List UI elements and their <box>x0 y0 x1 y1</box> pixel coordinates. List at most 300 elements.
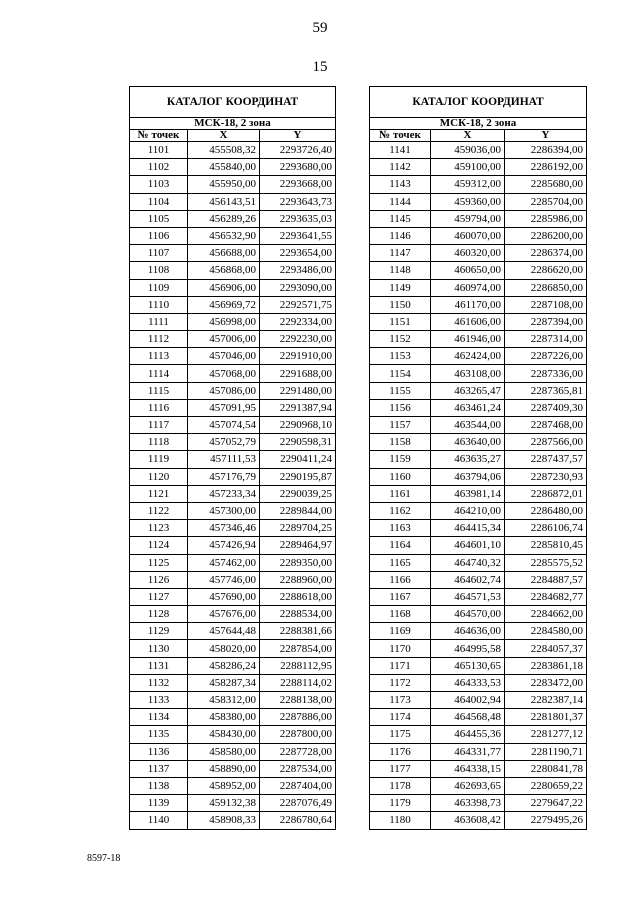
y-coordinate-cell: 2293641,55 <box>260 227 336 244</box>
x-coordinate-cell: 460070,00 <box>431 227 505 244</box>
document-code: 8597-18 <box>87 853 121 864</box>
x-coordinate-cell: 464571,53 <box>431 588 505 605</box>
x-coordinate-cell: 461606,00 <box>431 313 505 330</box>
y-coordinate-cell: 2286850,00 <box>505 279 587 296</box>
y-coordinate-cell: 2287404,00 <box>260 777 336 794</box>
table-row <box>130 176 336 193</box>
y-coordinate-cell: 2291688,00 <box>260 365 336 382</box>
y-coordinate-cell: 2288960,00 <box>260 571 336 588</box>
point-number-cell: 1170 <box>370 640 431 657</box>
point-number-cell: 1106 <box>130 227 188 244</box>
x-coordinate-cell: 458908,33 <box>188 812 260 829</box>
point-number-cell: 1109 <box>130 279 188 296</box>
point-number-cell: 1138 <box>130 777 188 794</box>
point-number-cell: 1110 <box>130 296 188 313</box>
y-coordinate-cell: 2281277,12 <box>505 726 587 743</box>
x-coordinate-cell: 457644,48 <box>188 623 260 640</box>
point-number-cell: 1132 <box>130 674 188 691</box>
point-number-cell: 1142 <box>370 159 431 176</box>
y-coordinate-cell: 2290598,31 <box>260 434 336 451</box>
y-coordinate-cell: 2287394,00 <box>505 313 587 330</box>
table-row <box>130 588 336 605</box>
y-coordinate-cell: 2287336,00 <box>505 365 587 382</box>
point-number-cell: 1162 <box>370 502 431 519</box>
column-header-x: X <box>431 130 505 142</box>
y-coordinate-cell: 2289464,97 <box>260 537 336 554</box>
x-coordinate-cell: 458312,00 <box>188 692 260 709</box>
point-number-cell: 1145 <box>370 210 431 227</box>
point-number-cell: 1172 <box>370 674 431 691</box>
y-coordinate-cell: 2288112,95 <box>260 657 336 674</box>
point-number-cell: 1117 <box>130 417 188 434</box>
table-row <box>130 795 336 812</box>
x-coordinate-cell: 456906,00 <box>188 279 260 296</box>
point-number-cell: 1111 <box>130 313 188 330</box>
y-coordinate-cell: 2285986,00 <box>505 210 587 227</box>
point-number-cell: 1174 <box>370 709 431 726</box>
y-coordinate-cell: 2287468,00 <box>505 417 587 434</box>
table-row <box>130 193 336 210</box>
point-number-cell: 1147 <box>370 245 431 262</box>
table-row <box>370 760 587 777</box>
y-coordinate-cell: 2290195,87 <box>260 468 336 485</box>
point-number-cell: 1104 <box>130 193 188 210</box>
point-number-cell: 1161 <box>370 485 431 502</box>
column-header-y: Y <box>505 130 587 142</box>
point-number-cell: 1144 <box>370 193 431 210</box>
x-coordinate-cell: 464570,00 <box>431 606 505 623</box>
y-coordinate-cell: 2287409,30 <box>505 399 587 416</box>
x-coordinate-cell: 457746,00 <box>188 571 260 588</box>
point-number-cell: 1166 <box>370 571 431 588</box>
table-row <box>370 709 587 726</box>
x-coordinate-cell: 464002,94 <box>431 692 505 709</box>
table-row <box>370 640 587 657</box>
point-number-cell: 1179 <box>370 795 431 812</box>
point-number-cell: 1153 <box>370 348 431 365</box>
x-coordinate-cell: 462424,00 <box>431 348 505 365</box>
table-row <box>370 296 587 313</box>
x-coordinate-cell: 463981,14 <box>431 485 505 502</box>
y-coordinate-cell: 2286374,00 <box>505 245 587 262</box>
sheet-number: 15 <box>312 59 328 75</box>
point-number-cell: 1130 <box>130 640 188 657</box>
x-coordinate-cell: 459360,00 <box>431 193 505 210</box>
table-row <box>370 743 587 760</box>
x-coordinate-cell: 457176,79 <box>188 468 260 485</box>
y-coordinate-cell: 2287728,00 <box>260 743 336 760</box>
point-number-cell: 1151 <box>370 313 431 330</box>
point-number-cell: 1149 <box>370 279 431 296</box>
table-row <box>130 674 336 691</box>
y-coordinate-cell: 2293680,00 <box>260 159 336 176</box>
y-coordinate-cell: 2281801,37 <box>505 709 587 726</box>
point-number-cell: 1139 <box>130 795 188 812</box>
catalog-title: КАТАЛОГ КООРДИНАТ <box>370 87 587 118</box>
y-coordinate-cell: 2284057,37 <box>505 640 587 657</box>
x-coordinate-cell: 464995,58 <box>431 640 505 657</box>
table-row <box>130 434 336 451</box>
y-coordinate-cell: 2286200,00 <box>505 227 587 244</box>
table-row <box>370 795 587 812</box>
y-coordinate-cell: 2287108,00 <box>505 296 587 313</box>
y-coordinate-cell: 2291910,00 <box>260 348 336 365</box>
table-row <box>130 399 336 416</box>
x-coordinate-cell: 463608,42 <box>431 812 505 829</box>
x-coordinate-cell: 463398,73 <box>431 795 505 812</box>
x-coordinate-cell: 457074,54 <box>188 417 260 434</box>
y-coordinate-cell: 2287230,93 <box>505 468 587 485</box>
table-row <box>370 451 587 468</box>
table-row <box>130 331 336 348</box>
point-number-cell: 1112 <box>130 331 188 348</box>
point-number-cell: 1158 <box>370 434 431 451</box>
point-number-cell: 1175 <box>370 726 431 743</box>
x-coordinate-cell: 456998,00 <box>188 313 260 330</box>
x-coordinate-cell: 458380,00 <box>188 709 260 726</box>
y-coordinate-cell: 2288138,00 <box>260 692 336 709</box>
point-number-cell: 1167 <box>370 588 431 605</box>
x-coordinate-cell: 464455,36 <box>431 726 505 743</box>
catalog-title: КАТАЛОГ КООРДИНАТ <box>130 87 336 118</box>
point-number-cell: 1105 <box>130 210 188 227</box>
y-coordinate-cell: 2292230,00 <box>260 331 336 348</box>
coordinate-catalog-left <box>129 86 335 830</box>
y-coordinate-cell: 2279647,22 <box>505 795 587 812</box>
point-number-cell: 1160 <box>370 468 431 485</box>
x-coordinate-cell: 464210,00 <box>431 502 505 519</box>
point-number-cell: 1177 <box>370 760 431 777</box>
x-coordinate-cell: 457426,94 <box>188 537 260 554</box>
table-row <box>130 279 336 296</box>
y-coordinate-cell: 2287854,00 <box>260 640 336 657</box>
x-coordinate-cell: 464331,77 <box>431 743 505 760</box>
x-coordinate-cell: 458286,24 <box>188 657 260 674</box>
x-coordinate-cell: 457068,00 <box>188 365 260 382</box>
x-coordinate-cell: 457111,53 <box>188 451 260 468</box>
table-row <box>370 537 587 554</box>
table-row <box>370 571 587 588</box>
y-coordinate-cell: 2288114,02 <box>260 674 336 691</box>
point-number-cell: 1178 <box>370 777 431 794</box>
x-coordinate-cell: 455508,32 <box>188 142 260 159</box>
table-row <box>370 210 587 227</box>
x-coordinate-cell: 457690,00 <box>188 588 260 605</box>
table-row <box>370 468 587 485</box>
point-number-cell: 1113 <box>130 348 188 365</box>
table-row <box>370 520 587 537</box>
point-number-cell: 1143 <box>370 176 431 193</box>
point-number-cell: 1164 <box>370 537 431 554</box>
table-row <box>130 142 336 159</box>
table-row <box>130 554 336 571</box>
table-row <box>130 296 336 313</box>
table-row <box>370 142 587 159</box>
x-coordinate-cell: 457046,00 <box>188 348 260 365</box>
x-coordinate-cell: 456532,90 <box>188 227 260 244</box>
coordinate-catalog-right <box>369 86 586 830</box>
table-row <box>370 382 587 399</box>
table-row <box>370 193 587 210</box>
x-coordinate-cell: 464636,00 <box>431 623 505 640</box>
x-coordinate-cell: 464415,34 <box>431 520 505 537</box>
x-coordinate-cell: 464602,74 <box>431 571 505 588</box>
y-coordinate-cell: 2293486,00 <box>260 262 336 279</box>
point-number-cell: 1128 <box>130 606 188 623</box>
table-row <box>370 657 587 674</box>
point-number-cell: 1118 <box>130 434 188 451</box>
table-row <box>130 159 336 176</box>
point-number-cell: 1173 <box>370 692 431 709</box>
point-number-cell: 1180 <box>370 812 431 829</box>
y-coordinate-cell: 2288534,00 <box>260 606 336 623</box>
y-coordinate-cell: 2284580,00 <box>505 623 587 640</box>
point-number-cell: 1123 <box>130 520 188 537</box>
table-row <box>370 502 587 519</box>
y-coordinate-cell: 2283861,18 <box>505 657 587 674</box>
x-coordinate-cell: 455950,00 <box>188 176 260 193</box>
table-row <box>130 812 336 829</box>
y-coordinate-cell: 2286780,64 <box>260 812 336 829</box>
x-coordinate-cell: 463108,00 <box>431 365 505 382</box>
point-number-cell: 1122 <box>130 502 188 519</box>
point-number-cell: 1126 <box>130 571 188 588</box>
y-coordinate-cell: 2285680,00 <box>505 176 587 193</box>
point-number-cell: 1176 <box>370 743 431 760</box>
y-coordinate-cell: 2287566,00 <box>505 434 587 451</box>
point-number-cell: 1156 <box>370 399 431 416</box>
y-coordinate-cell: 2293090,00 <box>260 279 336 296</box>
point-number-cell: 1169 <box>370 623 431 640</box>
y-coordinate-cell: 2290411,24 <box>260 451 336 468</box>
table-row <box>130 623 336 640</box>
x-coordinate-cell: 458580,00 <box>188 743 260 760</box>
x-coordinate-cell: 465130,65 <box>431 657 505 674</box>
y-coordinate-cell: 2285810,45 <box>505 537 587 554</box>
table-row <box>130 417 336 434</box>
table-row <box>370 777 587 794</box>
x-coordinate-cell: 460650,00 <box>431 262 505 279</box>
point-number-cell: 1107 <box>130 245 188 262</box>
x-coordinate-cell: 463265,47 <box>431 382 505 399</box>
y-coordinate-cell: 2287226,00 <box>505 348 587 365</box>
table-row <box>130 537 336 554</box>
x-coordinate-cell: 457676,00 <box>188 606 260 623</box>
x-coordinate-cell: 461946,00 <box>431 331 505 348</box>
x-coordinate-cell: 457091,95 <box>188 399 260 416</box>
y-coordinate-cell: 2292334,00 <box>260 313 336 330</box>
table-body <box>130 142 336 830</box>
table-row <box>370 313 587 330</box>
table-row <box>130 640 336 657</box>
y-coordinate-cell: 2280841,78 <box>505 760 587 777</box>
y-coordinate-cell: 2289350,00 <box>260 554 336 571</box>
table-row <box>370 331 587 348</box>
point-number-cell: 1157 <box>370 417 431 434</box>
coordinate-table <box>129 86 336 830</box>
table-row <box>370 227 587 244</box>
table-row <box>370 279 587 296</box>
point-number-cell: 1133 <box>130 692 188 709</box>
y-coordinate-cell: 2286106,74 <box>505 520 587 537</box>
y-coordinate-cell: 2279495,26 <box>505 812 587 829</box>
point-number-cell: 1134 <box>130 709 188 726</box>
table-row <box>370 674 587 691</box>
y-coordinate-cell: 2282387,14 <box>505 692 587 709</box>
x-coordinate-cell: 464333,53 <box>431 674 505 691</box>
table-row <box>130 502 336 519</box>
table-row <box>130 262 336 279</box>
x-coordinate-cell: 458952,00 <box>188 777 260 794</box>
table-row <box>130 760 336 777</box>
point-number-cell: 1140 <box>130 812 188 829</box>
y-coordinate-cell: 2287076,49 <box>260 795 336 812</box>
x-coordinate-cell: 464601,10 <box>431 537 505 554</box>
table-row <box>130 468 336 485</box>
point-number-cell: 1141 <box>370 142 431 159</box>
table-row <box>370 485 587 502</box>
coordinate-system: МСК-18, 2 зона <box>130 118 336 130</box>
table-row <box>130 657 336 674</box>
coordinate-table <box>369 86 587 830</box>
table-row <box>130 451 336 468</box>
table-row <box>130 571 336 588</box>
table-row <box>370 623 587 640</box>
x-coordinate-cell: 456289,26 <box>188 210 260 227</box>
y-coordinate-cell: 2288381,66 <box>260 623 336 640</box>
point-number-cell: 1168 <box>370 606 431 623</box>
table-row <box>370 176 587 193</box>
table-row <box>130 709 336 726</box>
y-coordinate-cell: 2288618,00 <box>260 588 336 605</box>
x-coordinate-cell: 459794,00 <box>431 210 505 227</box>
x-coordinate-cell: 458287,34 <box>188 674 260 691</box>
x-coordinate-cell: 459132,38 <box>188 795 260 812</box>
y-coordinate-cell: 2286620,00 <box>505 262 587 279</box>
x-coordinate-cell: 456969,72 <box>188 296 260 313</box>
y-coordinate-cell: 2290039,25 <box>260 485 336 502</box>
point-number-cell: 1127 <box>130 588 188 605</box>
point-number-cell: 1146 <box>370 227 431 244</box>
x-coordinate-cell: 462693,65 <box>431 777 505 794</box>
x-coordinate-cell: 456868,00 <box>188 262 260 279</box>
x-coordinate-cell: 459100,00 <box>431 159 505 176</box>
x-coordinate-cell: 459312,00 <box>431 176 505 193</box>
table-row <box>130 520 336 537</box>
x-coordinate-cell: 463635,27 <box>431 451 505 468</box>
point-number-cell: 1115 <box>130 382 188 399</box>
point-number-cell: 1165 <box>370 554 431 571</box>
table-row <box>130 382 336 399</box>
y-coordinate-cell: 2289704,25 <box>260 520 336 537</box>
table-row <box>130 692 336 709</box>
point-number-cell: 1120 <box>130 468 188 485</box>
y-coordinate-cell: 2289844,00 <box>260 502 336 519</box>
y-coordinate-cell: 2291480,00 <box>260 382 336 399</box>
point-number-cell: 1150 <box>370 296 431 313</box>
x-coordinate-cell: 464740,32 <box>431 554 505 571</box>
x-coordinate-cell: 457086,00 <box>188 382 260 399</box>
table-row <box>370 262 587 279</box>
x-coordinate-cell: 463544,00 <box>431 417 505 434</box>
y-coordinate-cell: 2290968,10 <box>260 417 336 434</box>
table-row <box>370 692 587 709</box>
x-coordinate-cell: 457233,34 <box>188 485 260 502</box>
y-coordinate-cell: 2286394,00 <box>505 142 587 159</box>
point-number-cell: 1116 <box>130 399 188 416</box>
y-coordinate-cell: 2285704,00 <box>505 193 587 210</box>
table-row <box>370 417 587 434</box>
y-coordinate-cell: 2287314,00 <box>505 331 587 348</box>
column-header-x: X <box>188 130 260 142</box>
x-coordinate-cell: 455840,00 <box>188 159 260 176</box>
table-row <box>370 365 587 382</box>
table-body <box>370 142 587 830</box>
table-row <box>370 554 587 571</box>
table-row <box>370 348 587 365</box>
y-coordinate-cell: 2293654,00 <box>260 245 336 262</box>
point-number-cell: 1171 <box>370 657 431 674</box>
y-coordinate-cell: 2287800,00 <box>260 726 336 743</box>
table-row <box>130 726 336 743</box>
x-coordinate-cell: 458020,00 <box>188 640 260 657</box>
x-coordinate-cell: 460320,00 <box>431 245 505 262</box>
x-coordinate-cell: 456143,51 <box>188 193 260 210</box>
point-number-cell: 1102 <box>130 159 188 176</box>
point-number-cell: 1129 <box>130 623 188 640</box>
x-coordinate-cell: 464568,48 <box>431 709 505 726</box>
y-coordinate-cell: 2281190,71 <box>505 743 587 760</box>
y-coordinate-cell: 2286480,00 <box>505 502 587 519</box>
y-coordinate-cell: 2293668,00 <box>260 176 336 193</box>
point-number-cell: 1136 <box>130 743 188 760</box>
y-coordinate-cell: 2287886,00 <box>260 709 336 726</box>
point-number-cell: 1159 <box>370 451 431 468</box>
table-row <box>370 245 587 262</box>
y-coordinate-cell: 2285575,52 <box>505 554 587 571</box>
table-row <box>370 434 587 451</box>
table-row <box>370 812 587 829</box>
point-number-cell: 1124 <box>130 537 188 554</box>
point-number-cell: 1154 <box>370 365 431 382</box>
table-row <box>130 245 336 262</box>
column-header-point: № точек <box>130 130 188 142</box>
point-number-cell: 1119 <box>130 451 188 468</box>
y-coordinate-cell: 2283472,00 <box>505 674 587 691</box>
y-coordinate-cell: 2284887,57 <box>505 571 587 588</box>
y-coordinate-cell: 2286872,01 <box>505 485 587 502</box>
y-coordinate-cell: 2284682,77 <box>505 588 587 605</box>
y-coordinate-cell: 2292571,75 <box>260 296 336 313</box>
point-number-cell: 1135 <box>130 726 188 743</box>
point-number-cell: 1155 <box>370 382 431 399</box>
x-coordinate-cell: 458890,00 <box>188 760 260 777</box>
y-coordinate-cell: 2293726,40 <box>260 142 336 159</box>
table-row <box>130 348 336 365</box>
x-coordinate-cell: 456688,00 <box>188 245 260 262</box>
x-coordinate-cell: 461170,00 <box>431 296 505 313</box>
y-coordinate-cell: 2287437,57 <box>505 451 587 468</box>
x-coordinate-cell: 457300,00 <box>188 502 260 519</box>
x-coordinate-cell: 463640,00 <box>431 434 505 451</box>
table-row <box>130 210 336 227</box>
point-number-cell: 1114 <box>130 365 188 382</box>
y-coordinate-cell: 2287365,81 <box>505 382 587 399</box>
x-coordinate-cell: 457462,00 <box>188 554 260 571</box>
y-coordinate-cell: 2287534,00 <box>260 760 336 777</box>
x-coordinate-cell: 463461,24 <box>431 399 505 416</box>
point-number-cell: 1131 <box>130 657 188 674</box>
